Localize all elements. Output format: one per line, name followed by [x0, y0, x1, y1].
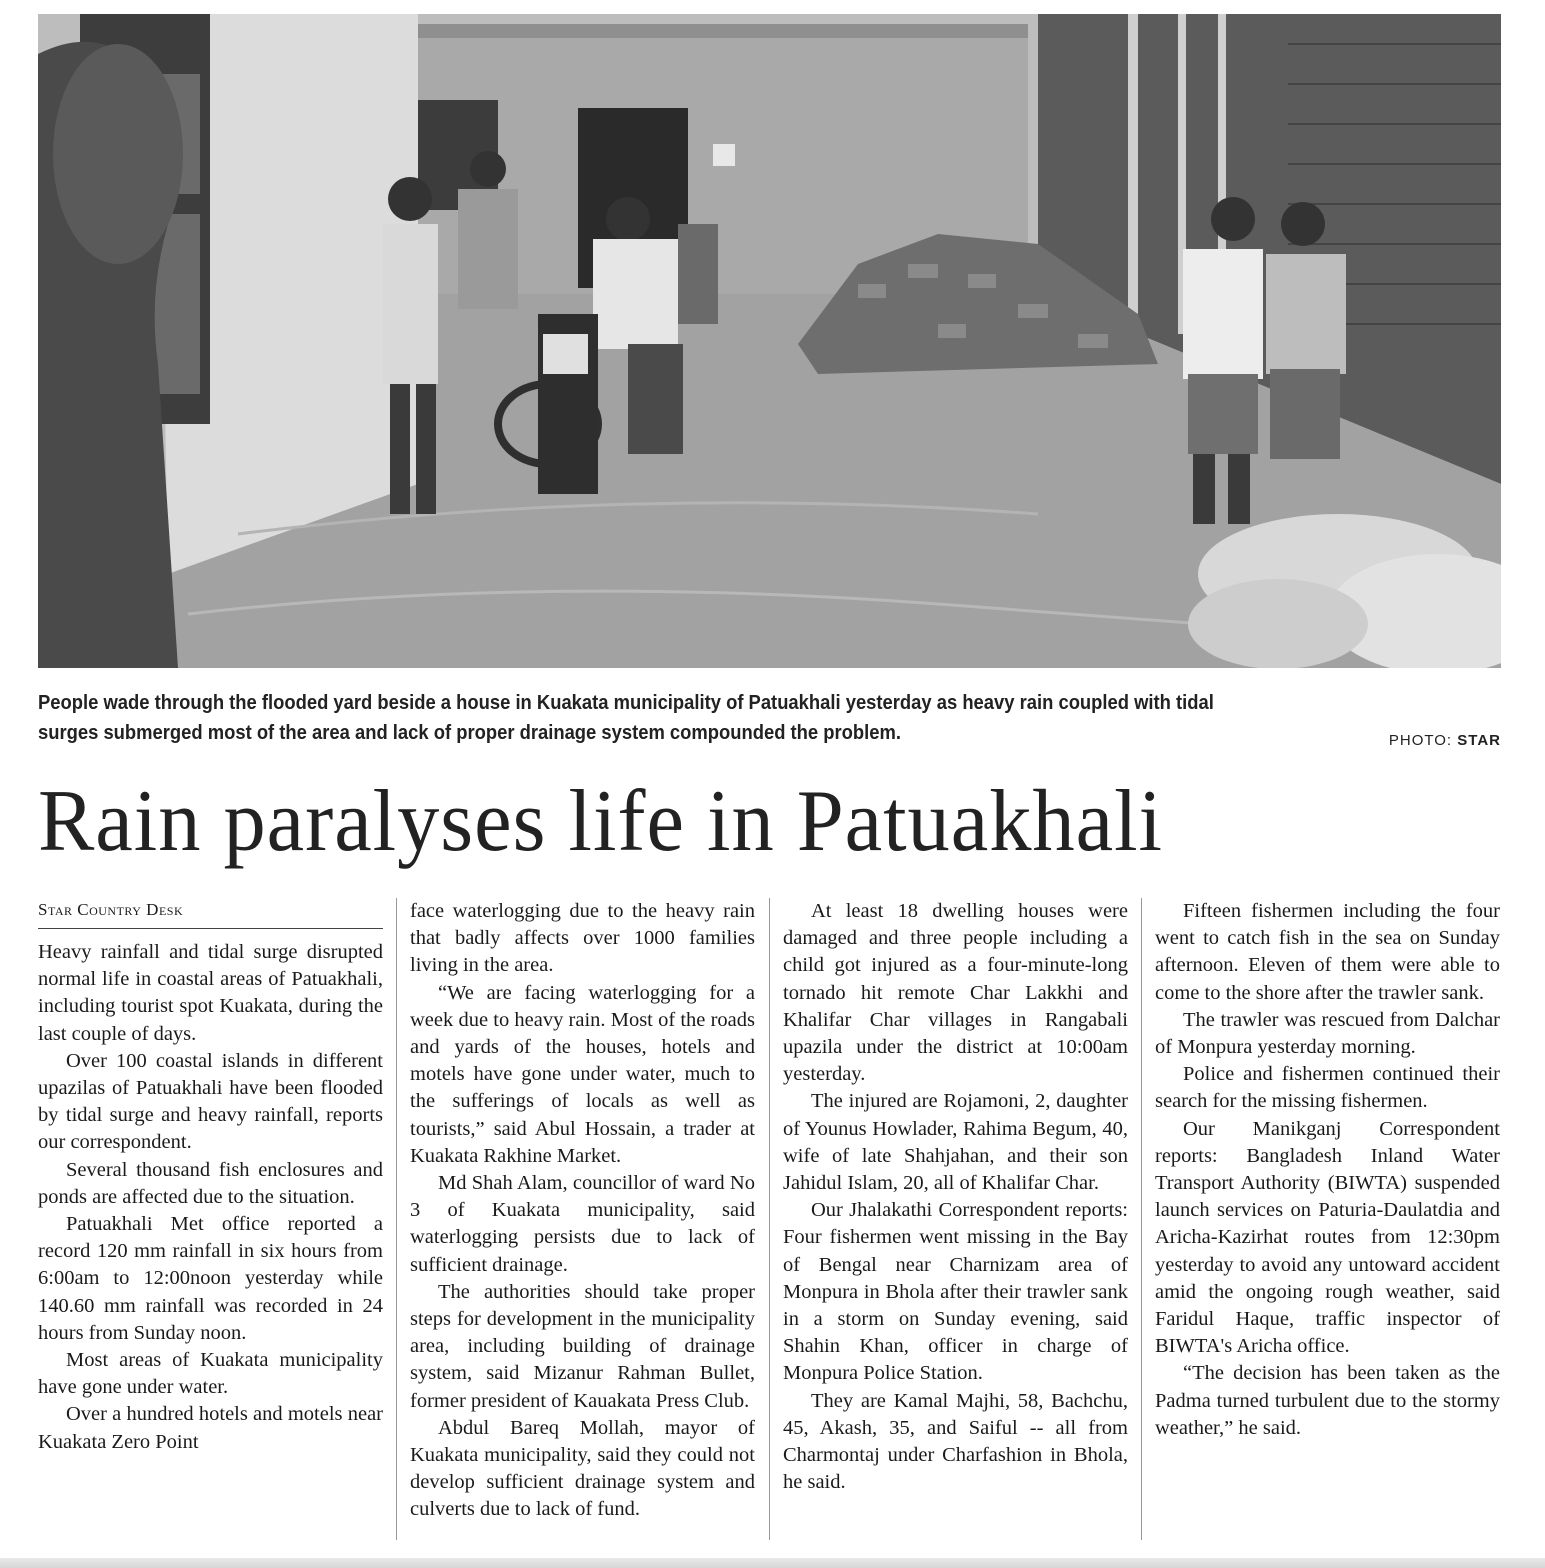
flood-scene-image	[38, 14, 1501, 668]
paragraph: Over 100 coastal islands in different upazilas of Patuakhali have been flooded by tidal surge and heavy rainfall, reports our correspondent.	[38, 1049, 383, 1154]
paragraph: Our Manikganj Correspondent reports: Bangladesh Inland Water Transport Authority (BIWTA) suspended launch services on Paturia-Daulatdia and Aricha-Kazirhat routes from 12:30pm yesterday to avoid any untoward accident amid the ongoing rough weather, said Faridul Haque, traffic inspector of BIWTA's Aricha office.	[1155, 1117, 1500, 1358]
byline: Star Country Desk	[38, 898, 383, 929]
paragraph: At least 18 dwelling houses were damaged and three people including a child got injured as a four-minute-long tornado hit remote Char Lakkhi and Khalifar Char villages in Rangabali upazila under the district at 10:00am yesterday.	[783, 900, 1128, 1086]
article-column-4	[1155, 898, 1500, 1548]
paragraph: “We are facing waterlogging for a week due to heavy rain. Most of the roads and yards of the houses, hotels and motels have gone under water, much to the sufferings of locals as well as tourists,” said Abul Hossain, a trader at Kuakata Rakhine Market.	[410, 981, 755, 1167]
paragraph: Abdul Bareq Mollah, mayor of Kuakata municipality, said they could not develop sufficient drainage system and culverts due to lack of fund.	[410, 1416, 755, 1521]
paragraph: “The decision has been taken as the Padma turned turbulent due to the stormy weather,” he said.	[1155, 1362, 1500, 1439]
paragraph: Heavy rainfall and tidal surge disrupted normal life in coastal areas of Patuakhali, including tourist spot Kuakata, during the last couple of days.	[38, 941, 383, 1045]
article-column-1	[38, 898, 383, 1548]
column-divider	[1141, 898, 1142, 1540]
paragraph: The authorities should take proper steps for development in the municipality area, including building of drainage system, said Mizanur Rahman Bullet, former president of Kauakata Press Club.	[410, 1280, 755, 1412]
photo-credit-name: STAR	[1457, 732, 1501, 749]
photo-caption	[38, 688, 1384, 748]
headline: Rain paralyses life in Patuakhali	[38, 773, 1163, 870]
paragraph: Patuakhali Met office reported a record 120 mm rainfall in six hours from 6:00am to 12:00noon yesterday while 140.60 mm rainfall was recorded in 24 hours from Sunday noon.	[38, 1213, 383, 1344]
paragraph: Most areas of Kuakata municipality have gone under water.	[38, 1349, 383, 1399]
caption-line-2: surges submerged most of the area and lack of proper drainage system compounded the problem.	[38, 722, 901, 744]
paragraph: Several thousand fish enclosures and ponds are affected due to the situation.	[38, 1158, 383, 1208]
paragraph: The trawler was rescued from Dalchar of Monpura yesterday morning.	[1155, 1008, 1500, 1059]
article-column-2	[410, 898, 755, 1548]
paragraph: Md Shah Alam, councillor of ward No 3 of Kuakata municipality, said waterlogging persists due to lack of sufficient drainage.	[410, 1172, 755, 1276]
photo-credit	[1389, 732, 1501, 749]
column-divider	[396, 898, 397, 1540]
page-bottom-edge	[0, 1558, 1545, 1568]
paragraph: The injured are Rojamoni, 2, daughter of Younus Howlader, Rahima Begum, 40, wife of late Shahjahan, and their son Jahidul Islam, 20, all of Khalifar Char.	[783, 1090, 1128, 1195]
caption-line-1: People wade through the flooded yard beside a house in Kuakata municipality of Patuakhali yesterday as heavy rain coupled with tidal	[38, 692, 1214, 714]
news-photo	[38, 14, 1501, 668]
paragraph: Fifteen fishermen including the four went to catch fish in the sea on Sunday afternoon. Eleven of them were able to come to the shore after the trawler sank.	[1155, 900, 1500, 1004]
paragraph: Police and fishermen continued their search for the missing fishermen.	[1155, 1063, 1500, 1113]
paragraph: They are Kamal Majhi, 58, Bachchu, 45, Akash, 35, and Saiful -- all from Charmontaj under Charfashion in Bhola, he said.	[783, 1389, 1128, 1494]
paragraph: face waterlogging due to the heavy rain that badly affects over 1000 families living in the area.	[410, 900, 755, 977]
article-column-3	[783, 898, 1128, 1548]
photo-credit-label: PHOTO:	[1388, 732, 1453, 749]
column-divider	[769, 898, 770, 1540]
paragraph: Over a hundred hotels and motels near Kuakata Zero Point	[38, 1403, 383, 1453]
paragraph: Our Jhalakathi Correspondent reports: Four fishermen went missing in the Bay of Bengal near Charnizam area of Monpura in Bhola after their trawler sank in a storm on Sunday evening, said Shahin Khan, officer in charge of Monpura Police Station.	[783, 1199, 1128, 1385]
